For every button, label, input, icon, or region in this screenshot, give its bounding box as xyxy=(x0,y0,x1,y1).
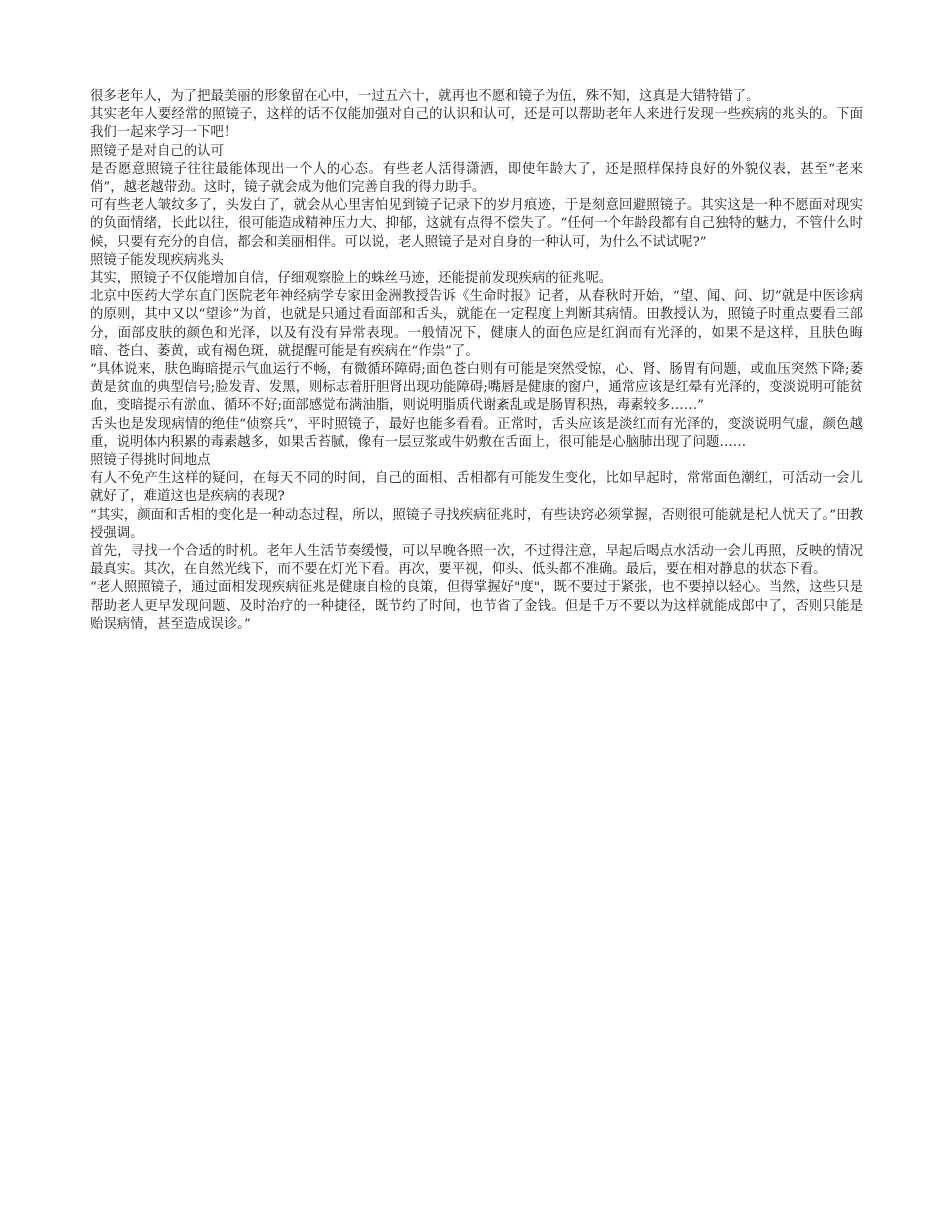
paragraph: “老人照照镜子，通过面相发现疾病征兆是健康自检的良策，但得掌握好"度"，既不要过于紧张，也不要掉以轻心。当然，这些只是帮助老人更早发现问题、及时治疗的一种捷径，既节约了时间，也节省了金钱。但是千万不要以为这样就能成郎中了，否则只能是贻误病情，甚至造成误诊。” xyxy=(90,580,863,632)
paragraph: 是否愿意照镜子往往最能体现出一个人的心态。有些老人活得潇洒，即使年龄大了，还是照样保持良好的外貌仪表，甚至“老来俏”，越老越带劲。这时，镜子就会成为他们完善自我的得力助手。 xyxy=(90,161,863,196)
paragraph: “其实，颜面和舌相的变化是一种动态过程，所以，照镜子寻找疾病征兆时，有些诀窍必须掌握，否则很可能就是杞人忧天了。”田教授强调。 xyxy=(90,507,863,541)
section-heading: 照镜子得挑时间地点 xyxy=(90,453,211,469)
paragraph: 首先，寻找一个合适的时机。老年人生活节奏缓慢，可以早晚各照一次，不过得注意，早起后喝点水活动一会儿再照，反映的情况最真实。其次，在自然光线下，而不要在灯光下看。再次，要平视，仰头、低头都不准确。最后，要在相对静息的状态下看。 xyxy=(90,544,863,578)
paragraph: 有人不免产生这样的疑问，在每天不同的时间，自己的面相、舌相都有可能发生变化，比如早起时，常常面色潮红，可活动一会儿就好了，难道这也是疾病的表现? xyxy=(90,471,863,505)
paragraph: 北京中医药大学东直门医院老年神经病学专家田金洲教授告诉《生命时报》记者，从春秋时开始，“望、闻、问、切”就是中医诊病的原则，其中又以“望诊”为首，也就是只通过看面部和舌头，就能在一定程度上判断其病情。田教授认为，照镜子时重点要看三部分，面部皮肤的颜色和光泽，以及有没有异常表现。一般情况下，健康人的面色应是红润而有光泽的，如果不是这样，且肤色晦暗、苍白、萎黄，或有褐色斑，就提醒可能是有疾病在“作祟”了。 xyxy=(90,289,863,359)
paragraph: “具体说来，肤色晦暗提示气血运行不畅，有微循环障碍;面色苍白则有可能是突然受惊，心、肾、肠胃有问题，或血压突然下降;萎黄是贫血的典型信号;脸发青、发黑，则标志着肝胆肾出现功能障碍;嘴唇是健康的窗户，通常应该是红晕有光泽的，变淡说明可能贫血，变暗提示有淤血、循环不好;面部感觉布满油脂，则说明脂质代谢紊乱或是肠胃积热，毒素较多……” xyxy=(90,362,863,414)
paragraph: 其实，照镜子不仅能增加自信，仔细观察脸上的蛛丝马迹，还能提前发现疾病的征兆呢。 xyxy=(90,271,613,287)
section-heading: 照镜子能发现疾病兆头 xyxy=(90,252,224,268)
intro-paragraph: 其实老年人要经常的照镜子，这样的话不仅能加强对自己的认识和认可，还是可以帮助老年人来进行发现一些疾病的兆头的。下面我们一起来学习一下吧！ xyxy=(90,107,863,141)
section-heading: 照镜子是对自己的认可 xyxy=(90,143,224,159)
paragraph: 舌头也是发现病情的绝佳“侦察兵”，平时照镜子，最好也能多看看。正常时，舌头应该是淡红而有光泽的，变淡说明气虚，颜色越重，说明体内积累的毒素越多，如果舌苔腻，像有一层豆浆或牛奶敷在舌面上，很可能是心脑肺出现了问题…… xyxy=(90,416,863,450)
intro-paragraph: 很多老年人，为了把最美丽的形象留在心中，一过五六十，就再也不愿和镜子为伍，殊不知，这真是大错特错了。 xyxy=(90,89,760,104)
paragraph: 可有些老人皱纹多了，头发白了，就会从心里害怕见到镜子记录下的岁月痕迹，于是刻意回避照镜子。其实这是一种不愿面对现实的负面情绪，长此以往，很可能造成精神压力大、抑郁，这就有点得不偿失了。“任何一个年龄段都有自己独特的魅力，不管什么时候，只要有充分的自信，都会和美丽相伴。可以说，老人照镜子是对自身的一种认可，为什么不试试呢?” xyxy=(90,198,863,250)
article-body xyxy=(90,88,863,634)
